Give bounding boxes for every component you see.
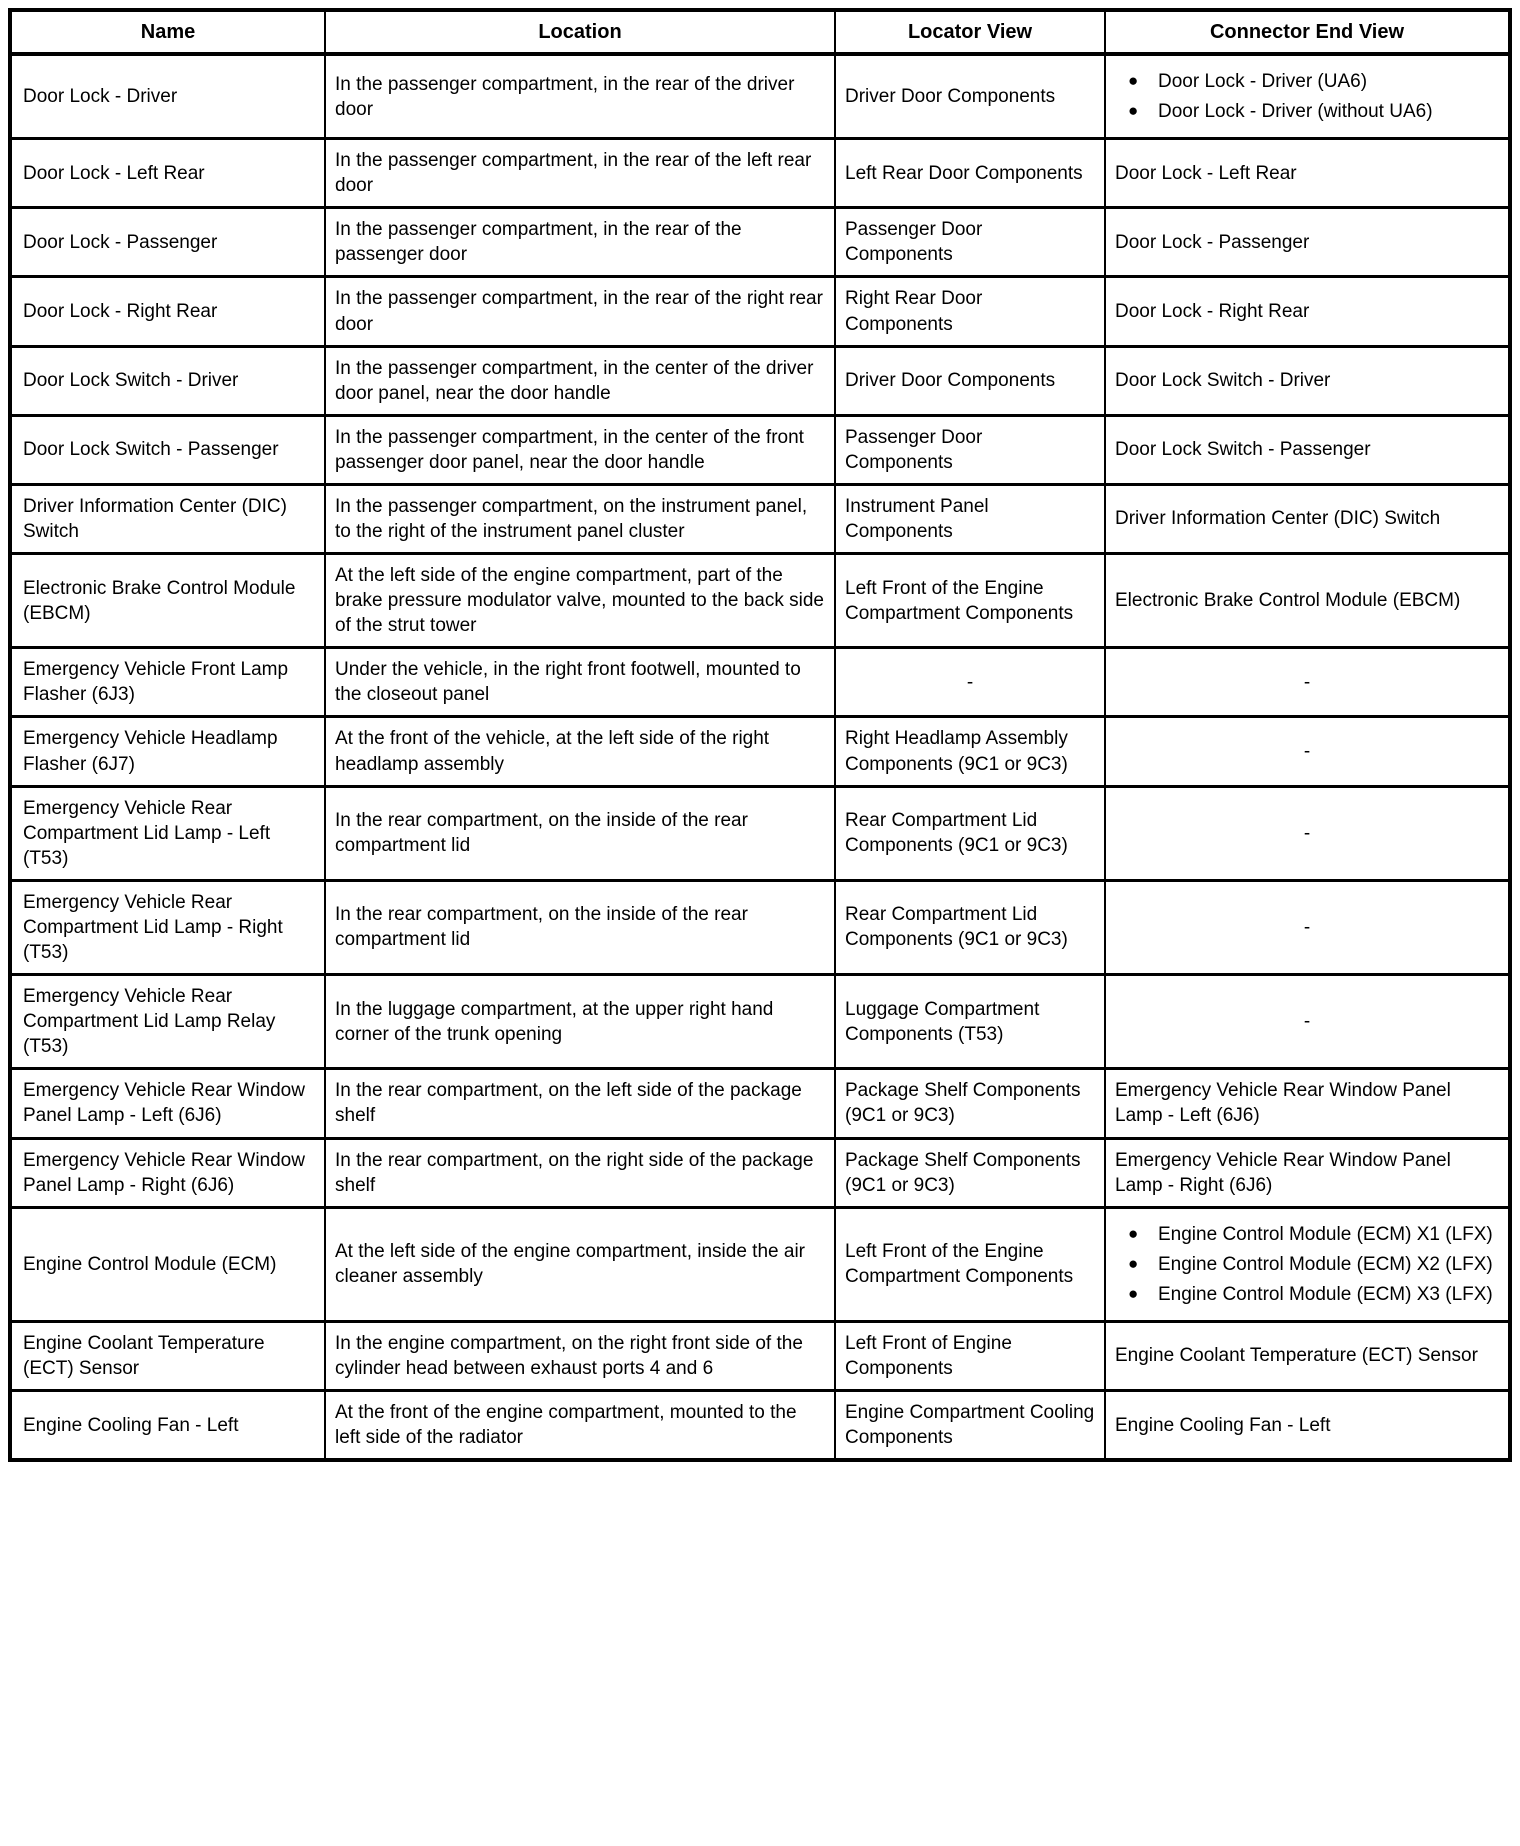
connector-end-view-cell: Engine Coolant Temperature (ECT) Sensor bbox=[1105, 1321, 1510, 1390]
locator-view-cell: Luggage Compartment Components (T53) bbox=[835, 975, 1105, 1069]
connector-list-item bbox=[1115, 1282, 1499, 1307]
locator-view-cell: Left Front of the Engine Compartment Components bbox=[835, 1207, 1105, 1321]
connector-list bbox=[1115, 1222, 1499, 1307]
bullet-icon: ● bbox=[1128, 1283, 1139, 1303]
locator-view-cell: Instrument Panel Components bbox=[835, 484, 1105, 553]
column-header-connector-end-view: Connector End View bbox=[1105, 10, 1510, 54]
connector-end-view-cell: - bbox=[1105, 786, 1510, 880]
connector-list-item-label: Engine Control Module (ECM) X1 (LFX) bbox=[1158, 1223, 1493, 1245]
location-cell: At the front of the engine compartment, mounted to the left side of the radiator bbox=[325, 1391, 835, 1461]
connector-list bbox=[1115, 69, 1499, 124]
component-name-cell: Door Lock Switch - Passenger bbox=[10, 415, 325, 484]
table-row bbox=[10, 1138, 1510, 1207]
table-row bbox=[10, 277, 1510, 346]
component-name-cell: Door Lock - Right Rear bbox=[10, 277, 325, 346]
connector-end-view-cell: Door Lock Switch - Passenger bbox=[1105, 415, 1510, 484]
table-row bbox=[10, 139, 1510, 208]
connector-end-view-cell: Engine Cooling Fan - Left bbox=[1105, 1391, 1510, 1461]
table-row bbox=[10, 1069, 1510, 1138]
component-name-cell: Emergency Vehicle Front Lamp Flasher (6J3) bbox=[10, 648, 325, 717]
component-location-table bbox=[8, 8, 1512, 1462]
location-cell: In the passenger compartment, in the rear of the passenger door bbox=[325, 208, 835, 277]
connector-end-view-cell: - bbox=[1105, 975, 1510, 1069]
locator-view-cell: Left Front of the Engine Compartment Components bbox=[835, 554, 1105, 648]
location-cell: In the rear compartment, on the left side of the package shelf bbox=[325, 1069, 835, 1138]
connector-list-item-label: Door Lock - Driver (UA6) bbox=[1158, 71, 1368, 92]
connector-end-view-cell bbox=[1105, 1207, 1510, 1321]
connector-list-item-label: Door Lock - Driver (without UA6) bbox=[1158, 101, 1433, 123]
table-header bbox=[10, 10, 1510, 54]
table-row bbox=[10, 1207, 1510, 1321]
locator-view-cell: Passenger Door Components bbox=[835, 415, 1105, 484]
locator-view-cell: Right Headlamp Assembly Components (9C1 or 9C3) bbox=[835, 717, 1105, 786]
component-name-cell: Engine Coolant Temperature (ECT) Sensor bbox=[10, 1321, 325, 1390]
table-row bbox=[10, 975, 1510, 1069]
location-cell: Under the vehicle, in the right front footwell, mounted to the closeout panel bbox=[325, 648, 835, 717]
connector-list-item bbox=[1115, 1252, 1499, 1277]
location-cell: At the left side of the engine compartment, inside the air cleaner assembly bbox=[325, 1207, 835, 1321]
table-row bbox=[10, 717, 1510, 786]
table-row bbox=[10, 554, 1510, 648]
locator-view-cell: Right Rear Door Components bbox=[835, 277, 1105, 346]
header-row bbox=[10, 10, 1510, 54]
location-cell: In the passenger compartment, on the instrument panel, to the right of the instrument panel cluster bbox=[325, 484, 835, 553]
connector-end-view-cell: Door Lock - Right Rear bbox=[1105, 277, 1510, 346]
table-row bbox=[10, 415, 1510, 484]
component-name-cell: Emergency Vehicle Headlamp Flasher (6J7) bbox=[10, 717, 325, 786]
component-name-cell: Electronic Brake Control Module (EBCM) bbox=[10, 554, 325, 648]
connector-end-view-cell: - bbox=[1105, 880, 1510, 974]
connector-list-item bbox=[1115, 69, 1499, 94]
connector-end-view-cell: Door Lock Switch - Driver bbox=[1105, 346, 1510, 415]
connector-end-view-cell: Emergency Vehicle Rear Window Panel Lamp - Right (6J6) bbox=[1105, 1138, 1510, 1207]
location-cell: At the front of the vehicle, at the left side of the right headlamp assembly bbox=[325, 717, 835, 786]
locator-view-cell: Driver Door Components bbox=[835, 54, 1105, 139]
component-name-cell: Emergency Vehicle Rear Compartment Lid Lamp - Left (T53) bbox=[10, 786, 325, 880]
table-row bbox=[10, 1321, 1510, 1390]
connector-end-view-cell: - bbox=[1105, 648, 1510, 717]
connector-list-item-label: Engine Control Module (ECM) X3 (LFX) bbox=[1158, 1283, 1493, 1305]
connector-end-view-cell: Driver Information Center (DIC) Switch bbox=[1105, 484, 1510, 553]
table-row bbox=[10, 208, 1510, 277]
table-row bbox=[10, 648, 1510, 717]
component-name-cell: Emergency Vehicle Rear Window Panel Lamp - Right (6J6) bbox=[10, 1138, 325, 1207]
locator-view-cell: Driver Door Components bbox=[835, 346, 1105, 415]
locator-view-cell: Rear Compartment Lid Components (9C1 or 9C3) bbox=[835, 786, 1105, 880]
component-name-cell: Emergency Vehicle Rear Compartment Lid Lamp Relay (T53) bbox=[10, 975, 325, 1069]
connector-end-view-cell: Door Lock - Left Rear bbox=[1105, 139, 1510, 208]
bullet-icon: ● bbox=[1128, 101, 1139, 121]
connector-end-view-cell: Emergency Vehicle Rear Window Panel Lamp - Left (6J6) bbox=[1105, 1069, 1510, 1138]
component-name-cell: Door Lock - Left Rear bbox=[10, 139, 325, 208]
location-cell: In the engine compartment, on the right front side of the cylinder head between exhaust ports 4 and 6 bbox=[325, 1321, 835, 1390]
table-row bbox=[10, 346, 1510, 415]
locator-view-cell: - bbox=[835, 648, 1105, 717]
connector-end-view-cell: - bbox=[1105, 717, 1510, 786]
component-name-cell: Engine Cooling Fan - Left bbox=[10, 1391, 325, 1461]
column-header-locator-view: Locator View bbox=[835, 10, 1105, 54]
location-cell: In the passenger compartment, in the rear of the driver door bbox=[325, 54, 835, 139]
bullet-icon: ● bbox=[1128, 71, 1139, 90]
connector-end-view-cell bbox=[1105, 54, 1510, 139]
table-row bbox=[10, 54, 1510, 139]
location-cell: In the passenger compartment, in the rear of the left rear door bbox=[325, 139, 835, 208]
column-header-name: Name bbox=[10, 10, 325, 54]
location-cell: In the rear compartment, on the inside of the rear compartment lid bbox=[325, 880, 835, 974]
component-name-cell: Door Lock Switch - Driver bbox=[10, 346, 325, 415]
table-row bbox=[10, 1391, 1510, 1461]
location-cell: In the passenger compartment, in the center of the front passenger door panel, near the door handle bbox=[325, 415, 835, 484]
location-cell: In the rear compartment, on the inside of the rear compartment lid bbox=[325, 786, 835, 880]
component-name-cell: Emergency Vehicle Rear Window Panel Lamp - Left (6J6) bbox=[10, 1069, 325, 1138]
component-table-body bbox=[10, 54, 1510, 1460]
location-cell: In the rear compartment, on the right side of the package shelf bbox=[325, 1138, 835, 1207]
table-row bbox=[10, 786, 1510, 880]
connector-end-view-cell: Electronic Brake Control Module (EBCM) bbox=[1105, 554, 1510, 648]
locator-view-cell: Passenger Door Components bbox=[835, 208, 1105, 277]
connector-list-item-label: Engine Control Module (ECM) X2 (LFX) bbox=[1158, 1253, 1493, 1275]
component-name-cell: Door Lock - Passenger bbox=[10, 208, 325, 277]
connector-end-view-cell: Door Lock - Passenger bbox=[1105, 208, 1510, 277]
locator-view-cell: Left Front of Engine Components bbox=[835, 1321, 1105, 1390]
location-cell: In the passenger compartment, in the center of the driver door panel, near the door handle bbox=[325, 346, 835, 415]
table-row bbox=[10, 880, 1510, 974]
locator-view-cell: Package Shelf Components (9C1 or 9C3) bbox=[835, 1138, 1105, 1207]
bullet-icon: ● bbox=[1128, 1223, 1139, 1243]
location-cell: At the left side of the engine compartment, part of the brake pressure modulator valve, mounted to the back side of the strut tower bbox=[325, 554, 835, 648]
component-name-cell: Driver Information Center (DIC) Switch bbox=[10, 484, 325, 553]
column-header-location: Location bbox=[325, 10, 835, 54]
bullet-icon: ● bbox=[1128, 1253, 1139, 1273]
table-row bbox=[10, 484, 1510, 553]
locator-view-cell: Engine Compartment Cooling Components bbox=[835, 1391, 1105, 1461]
connector-list-item bbox=[1115, 99, 1499, 124]
component-name-cell: Emergency Vehicle Rear Compartment Lid Lamp - Right (T53) bbox=[10, 880, 325, 974]
locator-view-cell: Package Shelf Components (9C1 or 9C3) bbox=[835, 1069, 1105, 1138]
component-name-cell: Door Lock - Driver bbox=[10, 54, 325, 139]
locator-view-cell: Rear Compartment Lid Components (9C1 or 9C3) bbox=[835, 880, 1105, 974]
connector-list-item bbox=[1115, 1222, 1499, 1247]
locator-view-cell: Left Rear Door Components bbox=[835, 139, 1105, 208]
location-cell: In the luggage compartment, at the upper right hand corner of the trunk opening bbox=[325, 975, 835, 1069]
location-cell: In the passenger compartment, in the rear of the right rear door bbox=[325, 277, 835, 346]
component-name-cell: Engine Control Module (ECM) bbox=[10, 1207, 325, 1321]
